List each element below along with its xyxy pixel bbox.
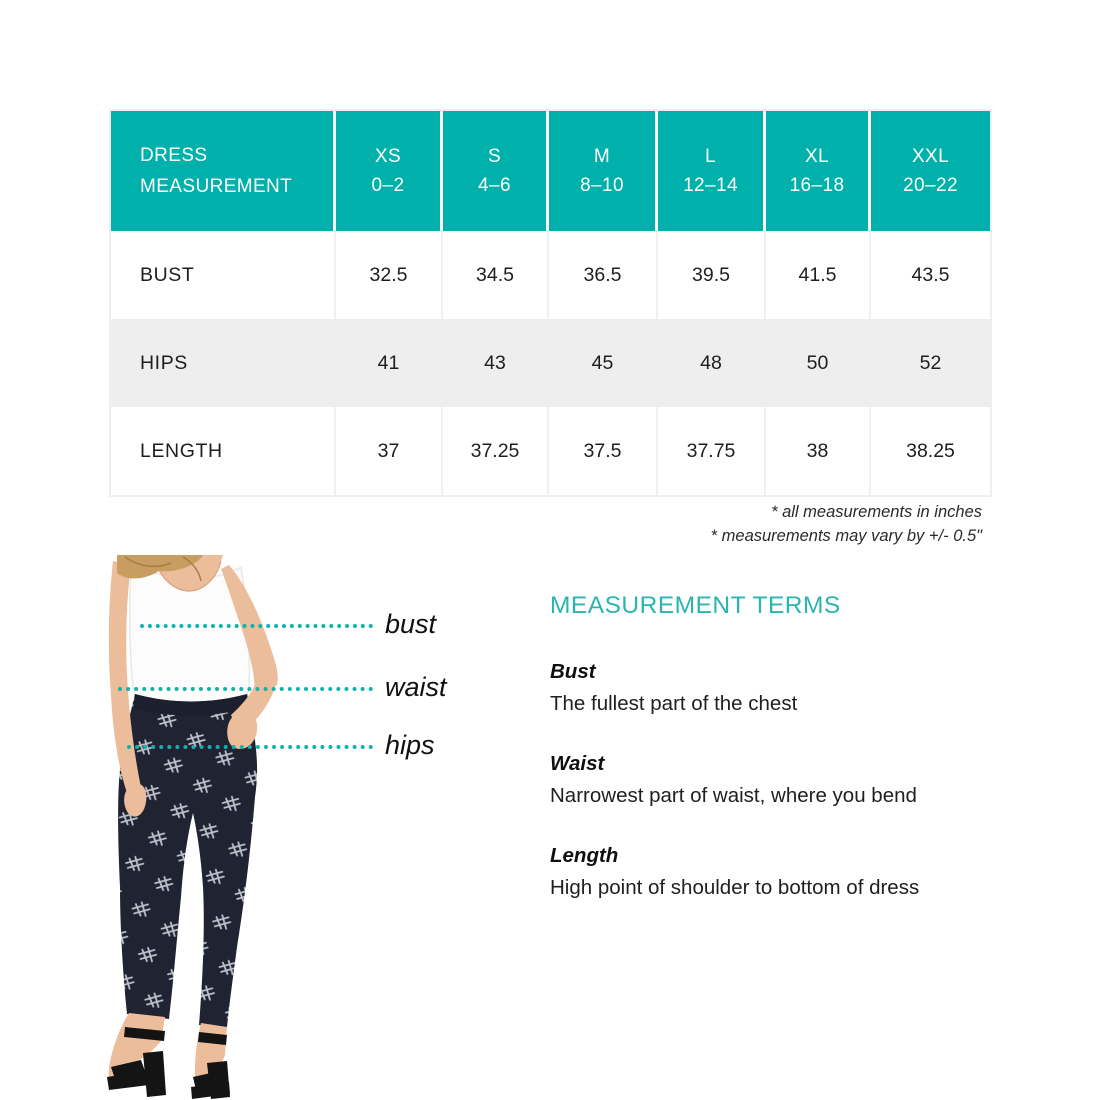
term-bust: [550, 660, 1020, 716]
size-header-xxl: [871, 111, 990, 231]
measurement-terms-section: [550, 592, 1020, 900]
cell-length-xs: 37: [336, 407, 443, 495]
cell-bust-xxl: 43.5: [871, 231, 990, 319]
term-name: Length: [550, 844, 619, 867]
size-table: [109, 109, 992, 497]
size-name: XS: [374, 146, 402, 167]
size-range: 16–18: [789, 175, 845, 196]
size-header-xl: [766, 111, 871, 231]
size-header-xs: [336, 111, 443, 231]
corner-label: DRESS MEASUREMENT: [140, 145, 293, 197]
term-waist: [550, 752, 1020, 808]
cell-hips-l: 48: [658, 319, 766, 407]
cell-hips-m: 45: [549, 319, 658, 407]
hips-line-label: hips: [385, 730, 435, 760]
cell-length-s: 37.25: [443, 407, 549, 495]
term-definition: High point of shoulder to bottom of dress: [550, 876, 920, 899]
cell-bust-xs: 32.5: [336, 231, 443, 319]
size-range: 8–10: [580, 175, 624, 196]
cell-hips-s: 43: [443, 319, 549, 407]
measurement-terms-heading: MEASUREMENT TERMS: [550, 592, 841, 619]
cell-bust-m: 36.5: [549, 231, 658, 319]
term-definition: Narrowest part of waist, where you bend: [550, 784, 917, 807]
row-label-bust: BUST: [111, 231, 336, 319]
footnote-units: * all measurements in inches: [771, 503, 982, 521]
size-range: 0–2: [371, 175, 405, 196]
row-label-hips: HIPS: [111, 319, 336, 407]
table-corner-header: [111, 111, 336, 231]
cell-length-xxl: 38.25: [871, 407, 990, 495]
waist-measure-line: [118, 687, 373, 691]
size-name: S: [487, 146, 502, 167]
size-header-l: [658, 111, 766, 231]
cell-bust-s: 34.5: [443, 231, 549, 319]
size-name: XXL: [911, 146, 950, 167]
cell-hips-xxl: 52: [871, 319, 990, 407]
term-definition: The fullest part of the chest: [550, 692, 798, 715]
cell-bust-xl: 41.5: [766, 231, 871, 319]
cell-length-l: 37.75: [658, 407, 766, 495]
cell-length-m: 37.5: [549, 407, 658, 495]
cell-hips-xs: 41: [336, 319, 443, 407]
size-header-s: [443, 111, 549, 231]
cell-bust-l: 39.5: [658, 231, 766, 319]
waist-line-label: waist: [385, 672, 447, 702]
size-name: M: [593, 146, 611, 167]
size-name: L: [705, 146, 716, 167]
row-label-length: LENGTH: [111, 407, 336, 495]
footnote-tolerance: * measurements may vary by +/- 0.5": [710, 527, 982, 545]
model-photo: [105, 555, 335, 1100]
term-length: [550, 844, 1020, 900]
cell-length-xl: 38: [766, 407, 871, 495]
size-name: XL: [804, 146, 830, 167]
hips-measure-line: [127, 745, 373, 749]
size-range: 4–6: [478, 175, 511, 196]
term-name: Waist: [550, 752, 605, 775]
footnotes: [711, 500, 982, 548]
bust-measure-line: [140, 624, 373, 628]
size-range: 12–14: [683, 175, 738, 196]
term-name: Bust: [550, 660, 596, 683]
size-header-m: [549, 111, 658, 231]
size-range: 20–22: [903, 175, 958, 196]
bust-line-label: bust: [385, 609, 437, 639]
cell-hips-xl: 50: [766, 319, 871, 407]
